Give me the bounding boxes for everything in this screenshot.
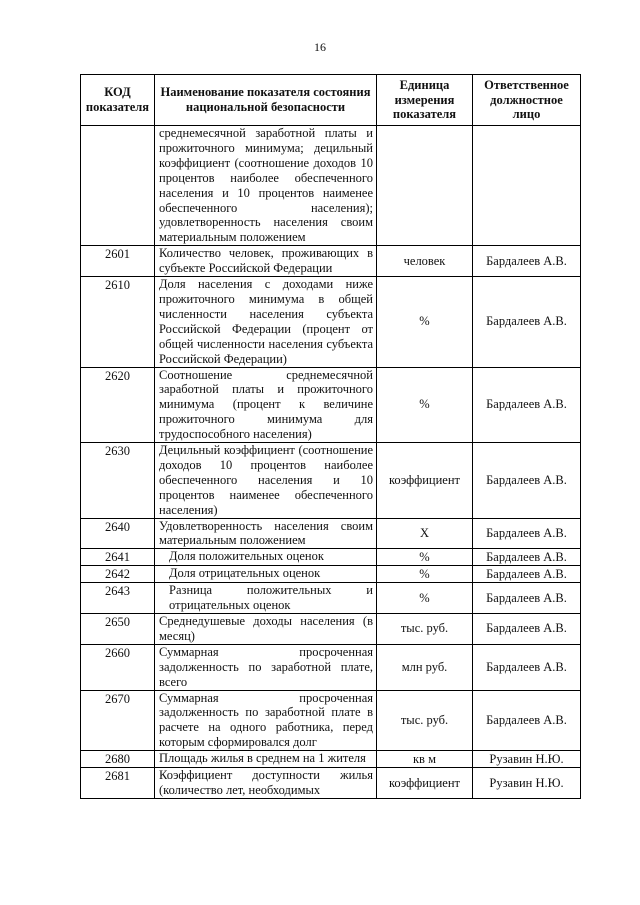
- cell-name: [155, 566, 377, 583]
- cell-name-text: Доля положительных оценок: [169, 549, 324, 564]
- cell-person: Бардалеев А.В.: [473, 277, 581, 367]
- header-name: Наименование показателя состояния национальной безопасности: [155, 75, 377, 126]
- cell-person: Рузавин Н.Ю.: [473, 751, 581, 768]
- cell-code: 2643: [81, 583, 155, 614]
- cell-code: 2660: [81, 644, 155, 690]
- cell-code: 2610: [81, 277, 155, 367]
- cell-unit: тыс. руб.: [377, 690, 473, 751]
- cell-unit: тыс. руб.: [377, 614, 473, 645]
- header-unit: Единица измерения показателя: [377, 75, 473, 126]
- cell-unit: млн руб.: [377, 644, 473, 690]
- cell-code: 2681: [81, 768, 155, 799]
- cell-code: 2670: [81, 690, 155, 751]
- table-header-row: [81, 75, 581, 126]
- cell-person: Бардалеев А.В.: [473, 566, 581, 583]
- cell-person: Бардалеев А.В.: [473, 614, 581, 645]
- cell-code: 2680: [81, 751, 155, 768]
- cell-person: Рузавин Н.Ю.: [473, 768, 581, 799]
- table-row: [81, 246, 581, 277]
- cell-code: 2650: [81, 614, 155, 645]
- cell-unit: кв м: [377, 751, 473, 768]
- cell-person: Бардалеев А.В.: [473, 246, 581, 277]
- continuation-row: [81, 126, 581, 246]
- cell-name: Количество человек, проживающих в субъекте Российской Федерации: [155, 246, 377, 277]
- cell-unit: X: [377, 518, 473, 549]
- header-person: Ответственное должностное лицо: [473, 75, 581, 126]
- cell-name: Доля населения с доходами ниже прожиточного минимума в общей численности населения субъекта Российской Федерации (процент от общей численности населения субъекта Российской Федерации): [155, 277, 377, 367]
- page-number: 16: [314, 40, 326, 54]
- table-row: [81, 566, 581, 583]
- table-row: [81, 644, 581, 690]
- cell-name: среднемесячной заработной платы и прожиточного минимума; децильный коэффициент (соотношение доходов 10 процентов наиболее обеспеченного населения и 10 процентов наименее обеспеченного населения); удовлетворенность населения своим материальным положением: [155, 126, 377, 246]
- cell-person: Бардалеев А.В.: [473, 367, 581, 443]
- table-row: [81, 690, 581, 751]
- cell-person: [473, 126, 581, 246]
- cell-name: Удовлетворенность населения своим материальным положением: [155, 518, 377, 549]
- cell-name: Суммарная просроченная задолженность по заработной плате, всего: [155, 644, 377, 690]
- table-row: [81, 751, 581, 768]
- cell-person: Бардалеев А.В.: [473, 583, 581, 614]
- cell-unit: [377, 126, 473, 246]
- cell-person: Бардалеев А.В.: [473, 644, 581, 690]
- cell-code: 2620: [81, 367, 155, 443]
- cell-name-text: Доля отрицательных оценок: [169, 566, 321, 581]
- cell-unit: человек: [377, 246, 473, 277]
- header-code: КОД показателя: [81, 75, 155, 126]
- cell-unit: %: [377, 566, 473, 583]
- cell-code: 2640: [81, 518, 155, 549]
- cell-person: Бардалеев А.В.: [473, 443, 581, 519]
- cell-unit: %: [377, 583, 473, 614]
- cell-name: [155, 549, 377, 566]
- indicators-table: [80, 74, 581, 799]
- cell-name: Суммарная просроченная задолженность по заработной плате в расчете на одного работника, перед которым сформировался долг: [155, 690, 377, 751]
- cell-code: 2642: [81, 566, 155, 583]
- table-row: [81, 367, 581, 443]
- cell-code: [81, 126, 155, 246]
- cell-code: 2641: [81, 549, 155, 566]
- cell-name: Соотношение среднемесячной заработной платы и прожиточного минимума (процент к величине прожиточного минимума для трудоспособного населения): [155, 367, 377, 443]
- cell-name: Среднедушевые доходы населения (в месяц): [155, 614, 377, 645]
- table-row: [81, 549, 581, 566]
- table-row: [81, 583, 581, 614]
- cell-name: [155, 583, 377, 614]
- cell-unit: %: [377, 367, 473, 443]
- cell-unit: коэффициент: [377, 768, 473, 799]
- cell-code: 2630: [81, 443, 155, 519]
- cell-unit: коэффициент: [377, 443, 473, 519]
- cell-person: Бардалеев А.В.: [473, 549, 581, 566]
- cell-code: 2601: [81, 246, 155, 277]
- table-row: [81, 614, 581, 645]
- cell-name-text: Разница положительных и отрицательных оценок: [169, 583, 373, 613]
- cell-name: Децильный коэффициент (соотношение доходов 10 процентов наиболее обеспеченного населения и 10 процентов наименее обеспеченного населения): [155, 443, 377, 519]
- table-row: [81, 443, 581, 519]
- cell-name: Коэффициент доступности жилья (количество лет, необходимых: [155, 768, 377, 799]
- cell-unit: %: [377, 549, 473, 566]
- cell-name: Площадь жилья в среднем на 1 жителя: [155, 751, 377, 768]
- table-row: [81, 277, 581, 367]
- cell-person: Бардалеев А.В.: [473, 690, 581, 751]
- cell-person: Бардалеев А.В.: [473, 518, 581, 549]
- table-row: [81, 768, 581, 799]
- cell-unit: %: [377, 277, 473, 367]
- table-row: [81, 518, 581, 549]
